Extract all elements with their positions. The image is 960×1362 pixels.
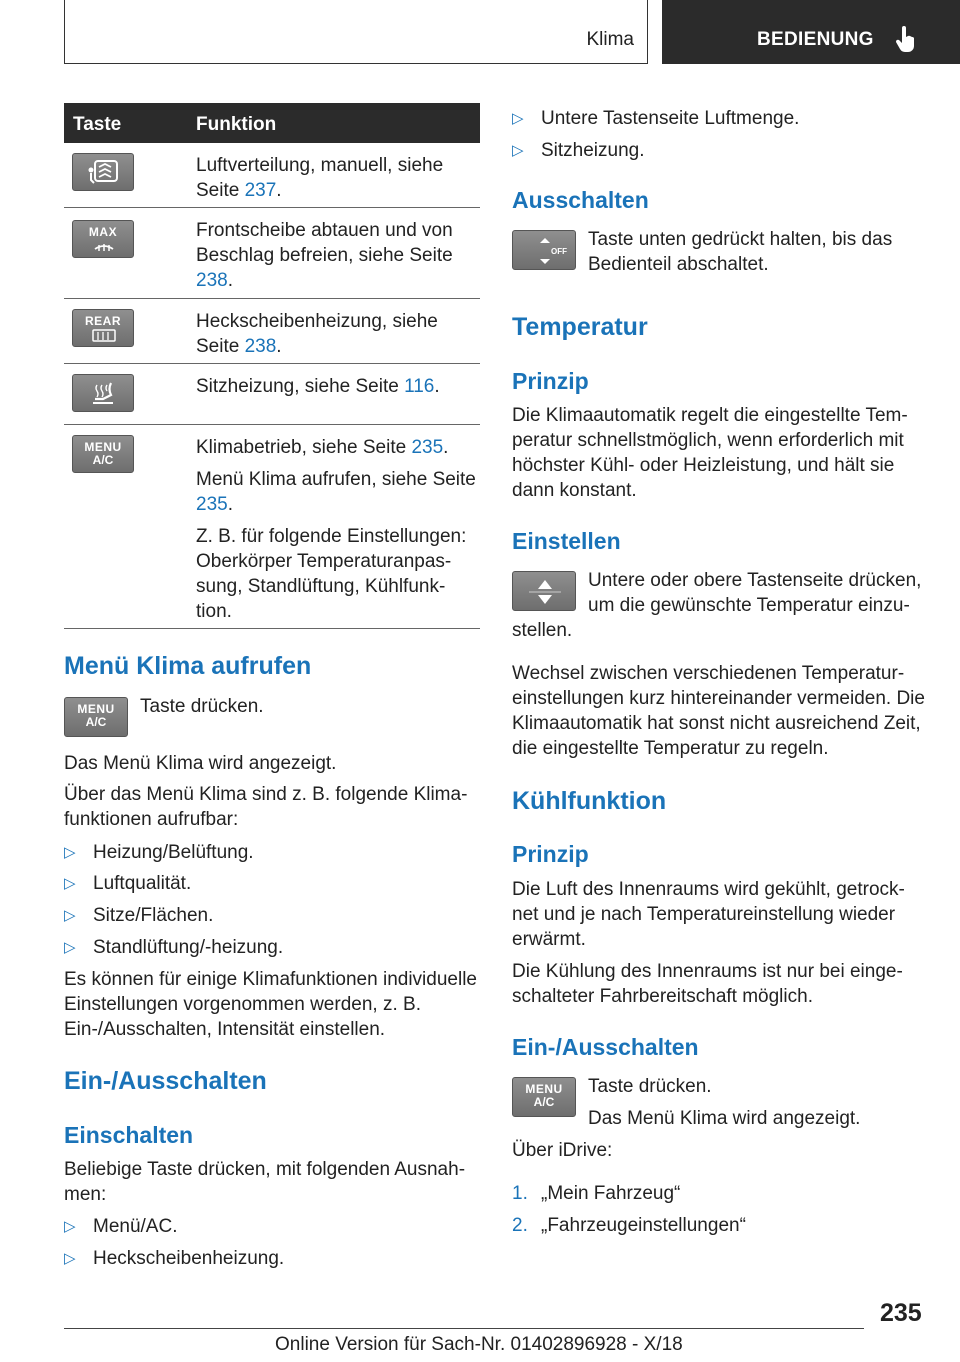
row-description: Luftverteilung, manuell, siehe Seite 237. [196, 155, 444, 201]
table-row [64, 425, 480, 629]
table-row [64, 364, 480, 425]
table-row [64, 143, 480, 208]
heading-prinzip: Prinzip [512, 841, 589, 867]
temperatur-prinzip-text: Die Klimaautomatik regelt die eingestellte Tem-peratur schnellstmöglich, wenn erforderlich mit höchster Kühl- oder Heizleistung, und hält sie dann konstant. [512, 405, 908, 501]
kuehl-prinzip-text: Die Luft des Innenraums wird gekühlt, getrock-net und je nach Temperatureinstellung wieder erwärmt. [512, 879, 905, 950]
page-link[interactable]: 235 [196, 494, 228, 515]
rear-defrost-icon: REAR [72, 309, 134, 347]
menu-press-text: Taste drücken. [140, 696, 264, 717]
page-link[interactable]: 238 [244, 336, 277, 357]
table-row [64, 299, 480, 364]
page-number: 235 [880, 1299, 922, 1327]
function-table [64, 103, 480, 629]
heading-ein-ausschalten-kuehl: Ein-/Ausschalten [512, 1034, 699, 1060]
kuehl-fahrbereitschaft-text: Die Kühlung des Innenraums ist nur bei einge-schalteter Fahrbereitschaft möglich. [512, 961, 903, 1007]
menu-ac-icon: MENU A/C [512, 1077, 576, 1117]
page-link[interactable]: 116 [404, 376, 435, 397]
einschalten-text: Beliebige Taste drücken, mit folgenden Ausnah-men: [64, 1159, 466, 1205]
heading-temperatur: Temperatur [512, 313, 648, 341]
page-link[interactable]: 237 [244, 180, 277, 201]
heading-ausschalten: Ausschalten [512, 187, 649, 213]
header-section: BEDIENUNG [757, 29, 874, 50]
fan-off-icon: OFF [512, 230, 576, 270]
einstellen-text-cont: stellen. [512, 620, 573, 641]
footer-text: Online Version für Sach-Nr. 01402896928 - X/18 [275, 1334, 683, 1355]
wechsel-text: Wechsel zwischen verschiedenen Temperatur-einstellungen kurz hintereinander vermeiden. Die Klimaautomatik hat sonst nicht ausreichend Zeit, die eingestellte Temperatur zu regeln. [512, 663, 925, 759]
heading-prinzip: Prinzip [512, 368, 589, 394]
menu-ac-icon: MENU A/C [72, 435, 134, 473]
heading-kuehlfunktion: Kühlfunktion [512, 787, 667, 815]
column-header-function: Funktion [196, 114, 277, 135]
idrive-text: Über iDrive: [512, 1140, 613, 1161]
table-row [64, 208, 480, 299]
page-link[interactable]: 238 [196, 270, 228, 291]
max-defrost-icon: MAX [72, 220, 134, 258]
einstellen-text: Untere oder obere Tastenseite drücken, um die gewünschte Temperatur einzu- [588, 570, 922, 616]
kuehl-shown-text: Das Menü Klima wird angezeigt. [588, 1108, 861, 1129]
heading-ein-ausschalten: Ein-/Ausschalten [64, 1067, 267, 1095]
footer-divider [64, 1328, 864, 1329]
menu-intro-text: Über das Menü Klima sind z. B. folgende Klima-funktionen aufrufbar: [64, 784, 468, 830]
row-description: Klimabetrieb, siehe Seite 235. Menü Klima aufrufen, siehe Seite 235. Z. B. für folgende Einstellungen: Oberkörper Temperaturanpas-sung, Standlüftung, Kühlfunk-tion. [196, 437, 476, 622]
table-header [64, 103, 480, 143]
menu-ac-icon: MENU A/C [64, 697, 128, 737]
heading-einschalten: Einschalten [64, 1122, 194, 1148]
page-link[interactable]: 235 [411, 437, 444, 458]
row-description: Sitzheizung, siehe Seite 116. [196, 376, 440, 397]
column-header-key: Taste [73, 114, 122, 135]
row-description: Heckscheibenheizung, siehe Seite 238. [196, 311, 438, 357]
heading-menu-klima: Menü Klima aufrufen [64, 652, 312, 680]
header-title: Klima [586, 29, 634, 50]
header-left-box [64, 0, 648, 64]
menu-shown-text: Das Menü Klima wird angezeigt. [64, 753, 337, 774]
hand-pointer-icon [894, 26, 918, 54]
temperature-rocker-icon [512, 571, 576, 611]
menu-para-text: Es können für einige Klimafunktionen individuelle Einstellungen vorgenommen werden, z. B. Ein-/Ausschalten, Intensität einstellen. [64, 969, 477, 1040]
kuehl-press-text: Taste drücken. [588, 1076, 712, 1097]
air-distribution-icon [72, 153, 134, 191]
heading-einstellen: Einstellen [512, 528, 621, 554]
ausschalten-text: Taste unten gedrückt halten, bis das Bedienteil abschaltet. [588, 229, 893, 275]
seat-heating-icon [72, 374, 134, 412]
row-description: Frontscheibe abtauen und von Beschlag befreien, siehe Seite 238. [196, 220, 453, 291]
